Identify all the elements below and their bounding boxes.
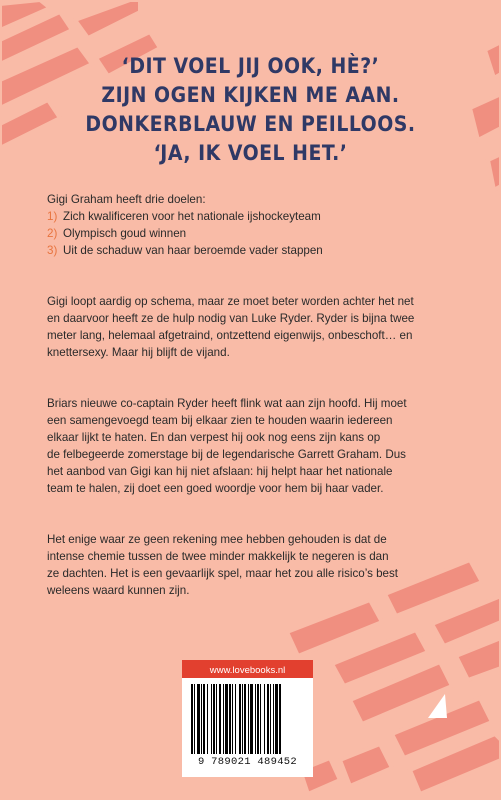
para2-line: elkaar lijkt te haten. En dan verpest hij ook nog eens zijn kans op	[47, 431, 381, 444]
para2-line: een samengevoegd team bij elkaar zien te houden waarin iedereen	[47, 414, 393, 427]
para1-line: meter lang, helemaal afgetraind, ontzettend eigenwijs, onbeschoft… en	[47, 329, 413, 342]
tagline-line: ‘JA, IK VOEL HET.’	[153, 141, 348, 165]
para1-line: en daarvoor heeft ze de hulp nodig van Luke Ryder. Ryder is bijna twee	[47, 312, 415, 325]
isbn-number: 9 789021 489452	[197, 756, 297, 768]
para1-line: Gigi loopt aardig op schema, maar ze moet beter worden achter het net	[47, 295, 414, 308]
tagline-line: DONKERBLAUW EN PEILLOOS.	[85, 112, 416, 136]
goal-number: 1)	[47, 210, 58, 223]
goals-list	[47, 208, 467, 259]
para2-line: team te halen, zij doet een goed woordje voor hem bij haar vader.	[47, 482, 384, 495]
para1-line: knettersexy. Maar hij blijft de vijand.	[47, 346, 230, 359]
para3-line: Het enige waar ze geen rekening mee hebben gehouden is dat de	[47, 533, 387, 546]
tagline	[0, 52, 501, 168]
goal-text: Uit de schaduw van haar beroemde vader stappen	[63, 244, 323, 257]
goal-item	[47, 225, 467, 242]
para3-line: intense chemie tussen de twee minder makkelijk te negeren is dan	[47, 550, 389, 563]
para2-line: de felbegeerde zomerstage bij de legendarische Garrett Graham. Dus	[47, 448, 406, 461]
para3-line: weleens waard kunnen zijn.	[47, 584, 190, 597]
goal-number: 2)	[47, 227, 58, 240]
barcode-bars	[191, 684, 304, 754]
para2-line: het aanbod van Gigi kan hij niet afslaan: hij helpt haar het nationale	[47, 465, 393, 478]
tagline-line: ‘DIT VOEL JIJ OOK, HÈ?’	[121, 54, 380, 78]
goal-text: Zich kwalificeren voor het nationale ijshockeyteam	[63, 210, 321, 223]
goal-item	[47, 208, 467, 225]
goal-number: 3)	[47, 244, 58, 257]
publisher-url: www.lovebooks.nl	[182, 660, 313, 678]
barcode-block	[182, 660, 313, 777]
intro-line: Gigi Graham heeft drie doelen:	[47, 193, 206, 206]
tagline-line: ZIJN OGEN KIJKEN ME AAN.	[101, 83, 400, 107]
para2-line: Briars nieuwe co-captain Ryder heeft flink wat aan zijn hoofd. Hij moet	[47, 397, 407, 410]
para3-line: ze dachten. Het is een gevaarlijk spel, maar het zou alle risico’s best	[47, 567, 398, 580]
goal-item	[47, 242, 467, 259]
blurb	[47, 191, 467, 599]
goal-text: Olympisch goud winnen	[63, 227, 187, 240]
